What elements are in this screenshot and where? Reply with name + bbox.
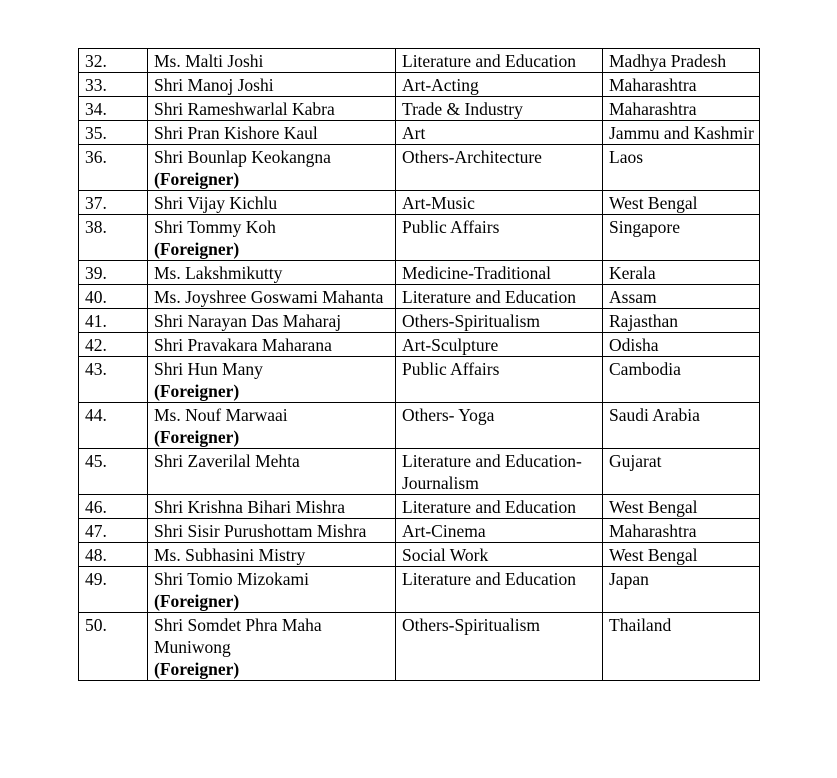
field-cell: Public Affairs <box>396 215 603 261</box>
name-cell <box>148 567 396 613</box>
table-row <box>79 215 760 261</box>
field-cell: Others-Architecture <box>396 145 603 191</box>
name-cell <box>148 613 396 681</box>
foreigner-tag: (Foreigner) <box>154 591 240 611</box>
name-cell <box>148 309 396 333</box>
name-cell <box>148 495 396 519</box>
table-row <box>79 543 760 567</box>
table-row <box>79 613 760 681</box>
awardee-name: Shri Krishna Bihari Mishra <box>154 497 346 517</box>
state-cell: Thailand <box>603 613 760 681</box>
table-row <box>79 519 760 543</box>
serial-number-cell: 42. <box>79 333 148 357</box>
table-row <box>79 97 760 121</box>
foreigner-tag: (Foreigner) <box>154 239 240 259</box>
state-cell: Maharashtra <box>603 73 760 97</box>
table-row <box>79 191 760 215</box>
state-cell: West Bengal <box>603 543 760 567</box>
name-cell <box>148 285 396 309</box>
field-cell: Literature and Education-Journalism <box>396 449 603 495</box>
field-cell: Others-Spiritualism <box>396 613 603 681</box>
serial-number-cell: 40. <box>79 285 148 309</box>
foreigner-tag: (Foreigner) <box>154 169 240 189</box>
table-row <box>79 495 760 519</box>
state-cell: West Bengal <box>603 191 760 215</box>
awardees-table <box>78 48 760 681</box>
table-row <box>79 73 760 97</box>
field-cell: Art-Cinema <box>396 519 603 543</box>
serial-number-cell: 43. <box>79 357 148 403</box>
table-row <box>79 403 760 449</box>
state-cell: Cambodia <box>603 357 760 403</box>
name-cell <box>148 121 396 145</box>
name-cell <box>148 145 396 191</box>
serial-number-cell: 41. <box>79 309 148 333</box>
field-cell: Social Work <box>396 543 603 567</box>
awardee-name: Shri Rameshwarlal Kabra <box>154 99 335 119</box>
name-cell <box>148 261 396 285</box>
foreigner-tag: (Foreigner) <box>154 381 240 401</box>
awardee-name: Shri Manoj Joshi <box>154 75 274 95</box>
awardee-name: Shri Bounlap Keokangna <box>154 147 331 167</box>
awardee-name: Shri Zaverilal Mehta <box>154 451 300 471</box>
field-cell: Art <box>396 121 603 145</box>
name-cell <box>148 333 396 357</box>
serial-number-cell: 39. <box>79 261 148 285</box>
state-cell: Madhya Pradesh <box>603 49 760 73</box>
awardee-name: Shri Narayan Das Maharaj <box>154 311 342 331</box>
serial-number-cell: 45. <box>79 449 148 495</box>
name-cell <box>148 191 396 215</box>
awardee-name: Shri Vijay Kichlu <box>154 193 278 213</box>
serial-number-cell: 47. <box>79 519 148 543</box>
awardee-name: Ms. Joyshree Goswami Mahanta <box>154 287 384 307</box>
awardee-name: Shri Pravakara Maharana <box>154 335 332 355</box>
state-cell: Kerala <box>603 261 760 285</box>
name-cell <box>148 519 396 543</box>
field-cell: Others- Yoga <box>396 403 603 449</box>
name-cell <box>148 49 396 73</box>
state-cell: Maharashtra <box>603 519 760 543</box>
name-cell <box>148 73 396 97</box>
table-row <box>79 449 760 495</box>
state-cell: Odisha <box>603 333 760 357</box>
state-cell: Rajasthan <box>603 309 760 333</box>
state-cell: Assam <box>603 285 760 309</box>
state-cell: West Bengal <box>603 495 760 519</box>
awardee-name: Shri Sisir Purushottam Mishra <box>154 521 367 541</box>
field-cell: Art-Acting <box>396 73 603 97</box>
state-cell: Maharashtra <box>603 97 760 121</box>
table-row <box>79 285 760 309</box>
state-cell: Singapore <box>603 215 760 261</box>
serial-number-cell: 48. <box>79 543 148 567</box>
name-cell <box>148 97 396 121</box>
name-cell <box>148 215 396 261</box>
table-row <box>79 121 760 145</box>
serial-number-cell: 33. <box>79 73 148 97</box>
table-row <box>79 333 760 357</box>
field-cell: Art-Music <box>396 191 603 215</box>
table-row <box>79 357 760 403</box>
field-cell: Literature and Education <box>396 567 603 613</box>
awardee-name: Shri Tommy Koh <box>154 217 276 237</box>
awardee-name: Shri Pran Kishore Kaul <box>154 123 318 143</box>
serial-number-cell: 36. <box>79 145 148 191</box>
name-cell <box>148 357 396 403</box>
awardee-name: Ms. Malti Joshi <box>154 51 264 71</box>
field-cell: Literature and Education <box>396 49 603 73</box>
state-cell: Jammu and Kashmir <box>603 121 760 145</box>
table-row <box>79 309 760 333</box>
table-row <box>79 145 760 191</box>
awardee-name: Shri Hun Many <box>154 359 263 379</box>
serial-number-cell: 46. <box>79 495 148 519</box>
foreigner-tag: (Foreigner) <box>154 427 240 447</box>
awardee-name: Shri Somdet Phra Maha Muniwong <box>154 615 322 657</box>
table-row <box>79 49 760 73</box>
serial-number-cell: 38. <box>79 215 148 261</box>
field-cell: Medicine-Traditional <box>396 261 603 285</box>
serial-number-cell: 44. <box>79 403 148 449</box>
awardee-name: Shri Tomio Mizokami <box>154 569 309 589</box>
name-cell <box>148 543 396 567</box>
serial-number-cell: 32. <box>79 49 148 73</box>
serial-number-cell: 37. <box>79 191 148 215</box>
field-cell: Public Affairs <box>396 357 603 403</box>
table-row <box>79 261 760 285</box>
state-cell: Gujarat <box>603 449 760 495</box>
awardees-table-body <box>79 49 760 681</box>
field-cell: Trade & Industry <box>396 97 603 121</box>
awardee-name: Ms. Lakshmikutty <box>154 263 283 283</box>
awardee-name: Ms. Subhasini Mistry <box>154 545 306 565</box>
serial-number-cell: 35. <box>79 121 148 145</box>
field-cell: Literature and Education <box>396 285 603 309</box>
field-cell: Art-Sculpture <box>396 333 603 357</box>
name-cell <box>148 403 396 449</box>
field-cell: Literature and Education <box>396 495 603 519</box>
state-cell: Saudi Arabia <box>603 403 760 449</box>
foreigner-tag: (Foreigner) <box>154 659 240 679</box>
serial-number-cell: 50. <box>79 613 148 681</box>
table-row <box>79 567 760 613</box>
awardee-name: Ms. Nouf Marwaai <box>154 405 288 425</box>
field-cell: Others-Spiritualism <box>396 309 603 333</box>
state-cell: Japan <box>603 567 760 613</box>
name-cell <box>148 449 396 495</box>
serial-number-cell: 49. <box>79 567 148 613</box>
state-cell: Laos <box>603 145 760 191</box>
serial-number-cell: 34. <box>79 97 148 121</box>
